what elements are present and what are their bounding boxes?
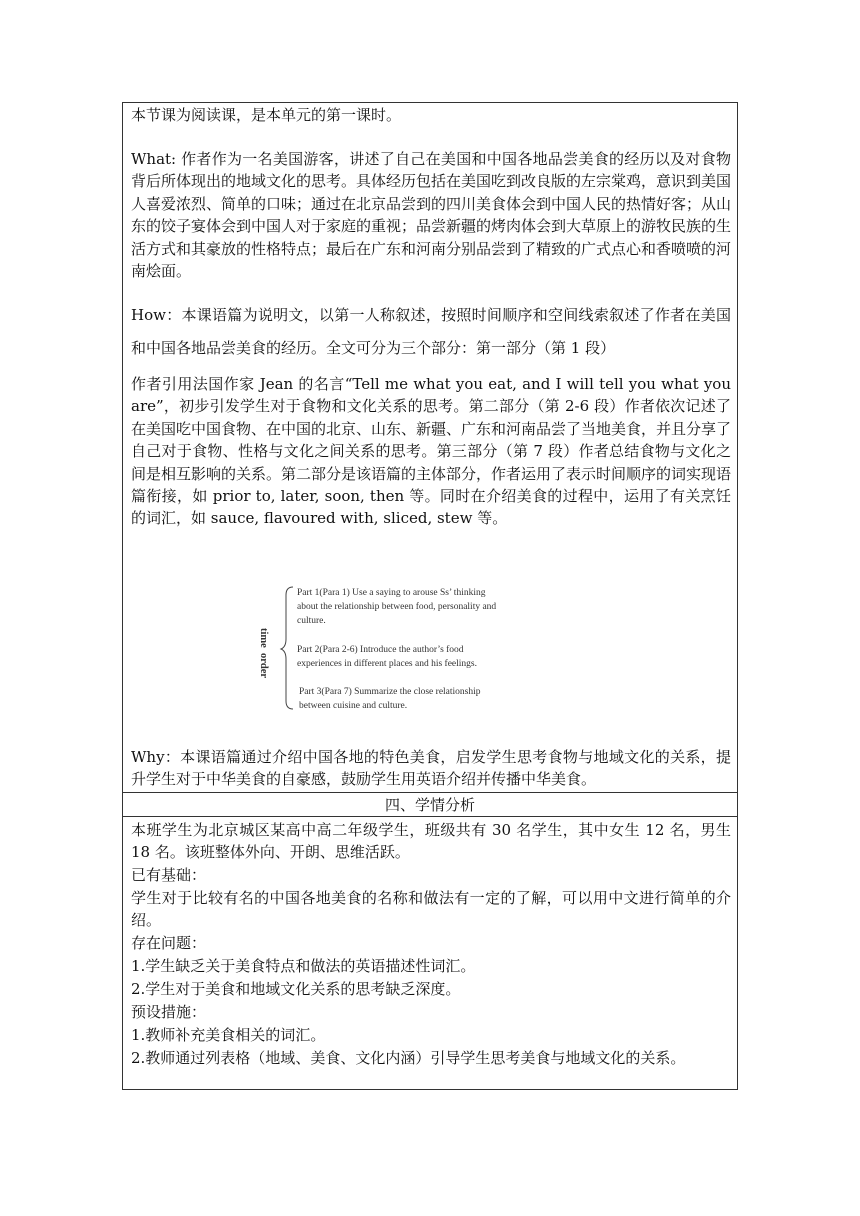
measure-item-1: 1.教师补充美食相关的词汇。	[131, 1026, 326, 1044]
diagram-part2-line1: Part 2(Para 2-6) Introduce the author’s food	[297, 645, 464, 655]
structure-diagram	[253, 583, 553, 723]
diagram-axis-order: order	[258, 653, 269, 679]
diagram-part3-line1: Part 3(Para 7) Summarize the close relationship	[299, 687, 481, 697]
students-paragraph: 本班学生为北京城区某高中高二年级学生，班级共有 30 名学生，其中女生 12 名，男生 18 名。该班整体外向、开朗、思维活跃。	[131, 821, 731, 862]
basis-paragraph: 学生对于比较有名的中国各地美食的名称和做法有一定的了解，可以用中文进行简单的介绍。	[131, 889, 731, 930]
measures-label: 预设措施：	[131, 1003, 207, 1021]
diagram-axis-time: time	[258, 628, 269, 648]
diagram-part1-line2: about the relationship between food, personality and	[297, 602, 497, 612]
diagram-part1-line1: Part 1(Para 1) Use a saying to arouse Ss’ thinking	[297, 588, 486, 598]
lesson-plan-table	[122, 102, 738, 1090]
student-analysis-cell	[123, 817, 737, 1089]
basis-label: 已有基础：	[131, 866, 207, 884]
why-paragraph: Why：本课语篇通过介绍中国各地的特色美食，启发学生思考食物与地域文化的关系，提升学生对于中华美食的自豪感，鼓励学生用英语介绍并传播中华美食。	[131, 748, 731, 789]
what-paragraph: What: 作者作为一名美国游客，讲述了自己在美国和中国各地品尝美食的经历以及对食物背后所体现出的地域文化的思考。具体经历包括在美国吃到改良版的左宗棠鸡，意识到美国人喜爱浓烈、简单的口味；通过在北京品尝到的四川美食体会到中国人民的热情好客；从山东的饺子宴体会到中国人对于家庭的重视；品尝新疆的烤肉体会到大草原上的游牧民族的生活方式和其豪放的性格特点；最后在广东和河南分别品尝到了精致的广式点心和香喷喷的河南烩面。	[131, 150, 732, 281]
intro-paragraph: 本节课为阅读课，是本单元的第一课时。	[131, 106, 402, 124]
how-paragraph-part2: 作者引用法国作家 Jean 的名言“Tell me what you eat, and I will tell you what you are”，初步引发学生对于食物和文化关系的思考。第二部分（第 2-6 段）作者依次记述了在美国吃中国食物、在中国的北京、山东、新疆、广东和河南品尝了当地美食，并且分享了自己对于食物、性格与文化之间关系的思考。第三部分（第 7 段）作者总结食物与文化之间是相互影响的关系。第二部分是该语篇的主体部分，作者运用了表示时间顺序的词实现语篇衔接，如 prior to, later, soon, then 等。同时在介绍美食的过程中，运用了有关烹饪的词汇，如 sauce, flavoured with, sliced, stew 等。	[131, 375, 732, 528]
diagram-part1-line3: culture.	[297, 616, 326, 626]
section-heading-cell	[123, 793, 737, 817]
problem-item-2: 2.学生对于美食和地域文化关系的思考缺乏深度。	[131, 980, 461, 998]
measure-item-2: 2.教师通过列表格（地域、美食、文化内涵）引导学生思考美食与地域文化的关系。	[131, 1049, 686, 1067]
diagram-part2-line2: experiences in different places and his feelings.	[297, 659, 477, 669]
diagram-brace	[281, 587, 293, 709]
problem-item-1: 1.学生缺乏关于美食特点和做法的英语描述性词汇。	[131, 957, 476, 975]
section-heading: 四、学情分析	[384, 796, 475, 814]
diagram-part3-line2: between cuisine and culture.	[299, 701, 408, 711]
text-analysis-cell	[123, 103, 737, 793]
how-paragraph-part1: How：本课语篇为说明文，以第一人称叙述，按照时间顺序和空间线索叙述了作者在美国和中国各地品尝美食的经历。全文可分为三个部分：第一部分（第 1 段）	[131, 306, 731, 357]
problems-label: 存在问题：	[131, 934, 207, 952]
